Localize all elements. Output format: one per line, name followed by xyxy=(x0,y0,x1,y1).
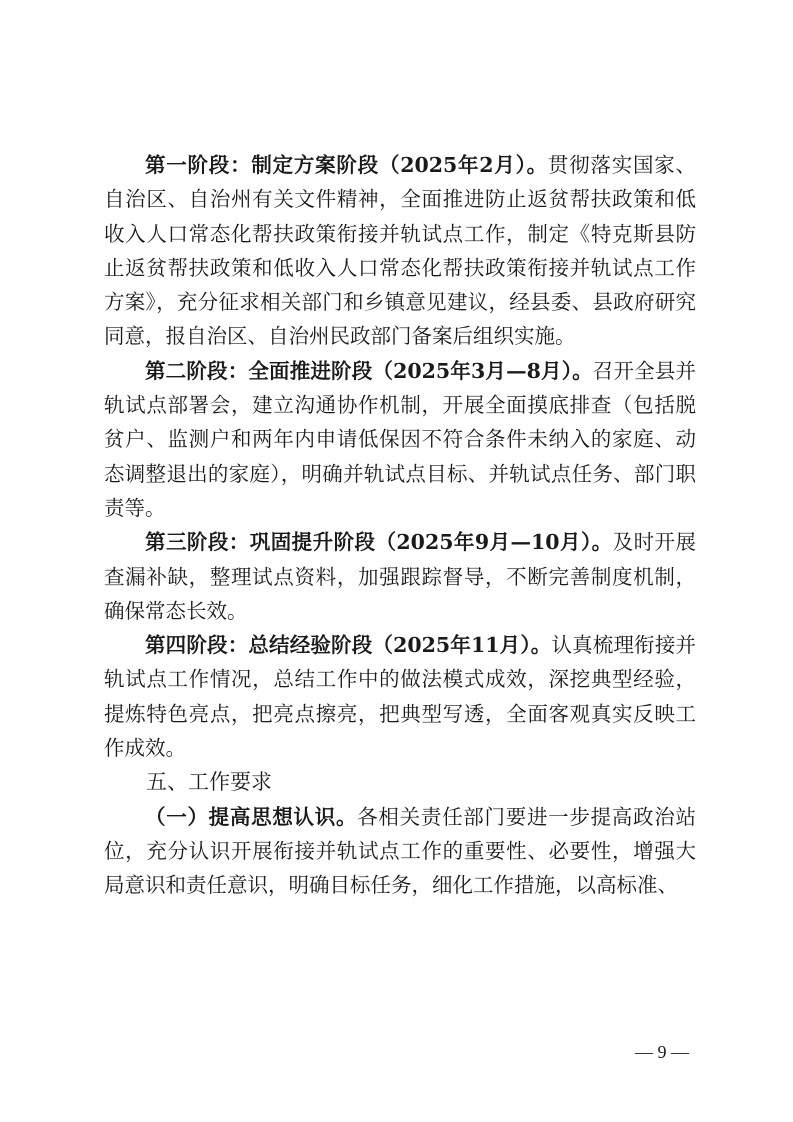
paragraph-stage-3 xyxy=(104,525,696,628)
paragraph-text: 及时开展查漏补缺，整理试点资料，加强跟踪督导，不断完善制度机制，确保常态长效。 xyxy=(104,530,696,623)
paragraph-stage-4 xyxy=(104,628,696,765)
paragraph-heading: （一）提高思想认识。 xyxy=(145,804,358,829)
paragraph-heading: 第二阶段：全面推进阶段（2025年3月—8月）。 xyxy=(145,358,593,383)
paragraph-requirement-1 xyxy=(104,800,696,903)
paragraph-text: 贯彻落实国家、自治区、自治州有关文件精神，全面推进防止返贫帮扶政策和低收入人口常态化帮扶政策衔接并轨试点工作，制定《特克斯县防止返贫帮扶政策和低收入人口常态化帮扶政策衔接并轨试点工作方案》，充分征求相关部门和乡镇意见建议，经县委、县政府研究同意，报自治区、自治州民政部门备案后组织实施。 xyxy=(104,153,696,349)
paragraph-stage-1 xyxy=(104,148,696,354)
page-number: — 9 — xyxy=(635,1042,689,1062)
document-body xyxy=(104,148,696,903)
paragraph-text: 认真梳理衔接并轨试点工作情况，总结工作中的做法模式成效，深挖典型经验，提炼特色亮点，把亮点擦亮，把典型写透，全面客观真实反映工作成效。 xyxy=(104,633,696,761)
paragraph-heading: 第三阶段：巩固提升阶段（2025年9月—10月）。 xyxy=(145,530,613,555)
paragraph-text: 各相关责任部门要进一步提高政治站位，充分认识开展衔接并轨试点工作的重要性、必要性，增强大局意识和责任意识，明确目标任务，细化工作措施，以高标准、 xyxy=(104,804,697,898)
paragraph-heading: 第四阶段：总结经验阶段（2025年11月）。 xyxy=(145,633,552,658)
paragraph-heading: 第一阶段：制定方案阶段（2025年2月）。 xyxy=(145,153,548,177)
paragraph-stage-2 xyxy=(104,354,696,525)
section-title: 五、工作要求 xyxy=(146,770,272,795)
paragraph-text: 召开全县并轨试点部署会，建立沟通协作机制，开展全面摸底排查（包括脱贫户、监测户和两年内申请低保因不符合条件未纳入的家庭、动态调整退出的家庭），明确并轨试点目标、并轨试点任务、部门职责等。 xyxy=(104,358,696,520)
